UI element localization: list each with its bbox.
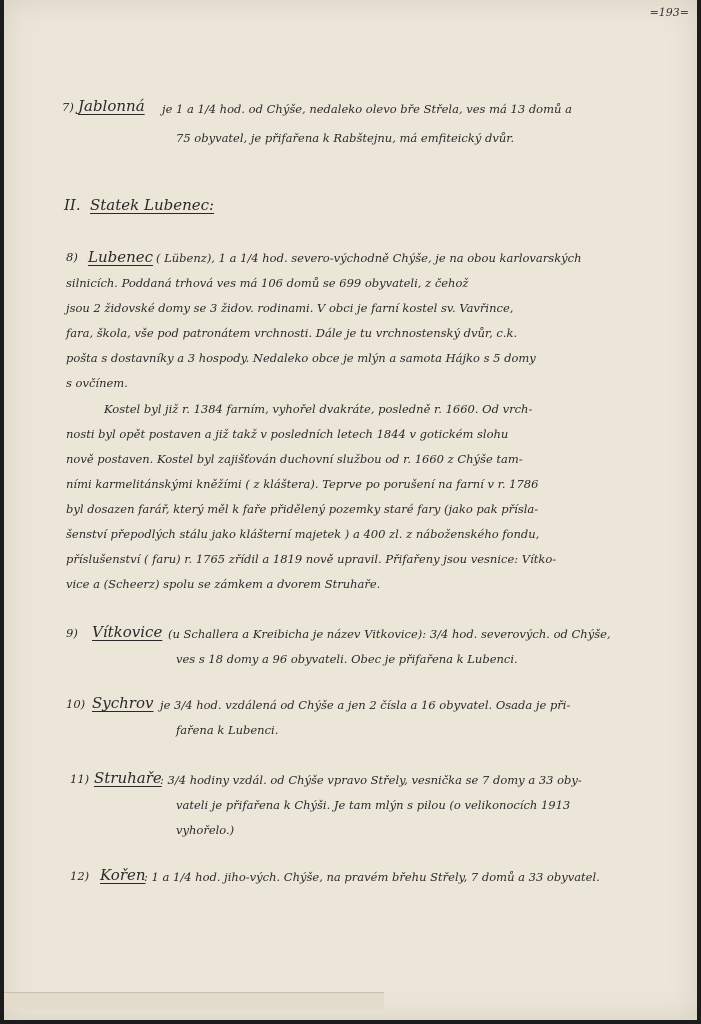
entry-11-number: 11) xyxy=(70,772,90,786)
entry-8-line: silnicích. Poddaná trhová ves má 106 domů se 699 obyvateli, z čehož xyxy=(66,276,469,290)
entry-8-line: jsou 2 židovské domy se 3 židov. rodinami. V obci je farní kostel sv. Vavřince, xyxy=(66,301,514,315)
entry-10-line: fařena k Lubenci. xyxy=(176,723,279,737)
entry-9-line: ves s 18 domy a 96 obyvateli. Obec je přifařena k Lubenci. xyxy=(176,652,518,666)
entry-8-line: nosti byl opět postaven a již takž v posledních letech 1844 v gotickém slohu xyxy=(66,427,509,441)
section-title: Statek Lubenec: xyxy=(90,196,215,214)
entry-10-line: je 3/4 hod. vzdálená od Chýše a jen 2 čísla a 16 obyvatel. Osada je při- xyxy=(160,698,571,712)
entry-11-line: vateli je přifařena k Chýši. Je tam mlýn s pilou (o velikonocích 1913 xyxy=(176,798,571,812)
entry-8-line: s ovčínem. xyxy=(66,376,128,390)
entry-12-number: 12) xyxy=(70,869,90,883)
entry-7-line: 75 obyvatel, je přifařena k Rabštejnu, má emfiteický dvůr. xyxy=(176,131,515,145)
entry-11-line: vyhořelo.) xyxy=(176,823,235,837)
entry-8-line: příslušenství ( faru) r. 1765 zřídil a 1819 nově upravil. Přifařeny jsou vesnice: Vítko- xyxy=(66,552,557,566)
section-numeral: II. xyxy=(64,196,81,214)
entry-12-line: : 1 a 1/4 hod. jiho-vých. Chýše, na pravém břehu Střely, 7 domů a 33 obyvatel. xyxy=(144,870,600,884)
entry-8-line: fara, škola, vše pod patronátem vrchnosti. Dále je tu vrchnostenský dvůr, c.k. xyxy=(66,326,518,340)
entry-8-line: vice a (Scheerz) spolu se zámkem a dvorem Struhaře. xyxy=(66,577,381,591)
entry-8-line: šenství přepodlých stálu jako klášterní majetek ) a 400 zl. z náboženského fondu, xyxy=(66,527,540,541)
page-number: =193= xyxy=(649,6,689,19)
entry-8-line: byl dosazen farář, který měl k faře přidělený pozemky staré fary (jako pak přísla- xyxy=(66,502,539,516)
entry-10-number: 10) xyxy=(66,697,86,711)
entry-12-name: Kořen xyxy=(100,866,146,884)
entry-9-line: (u Schallera a Kreibicha je název Vitkovice): 3/4 hod. severových. od Chýše, xyxy=(168,627,611,641)
entry-11-name: Struhaře xyxy=(94,769,162,787)
entry-7-number: 7) xyxy=(62,100,74,114)
entry-7-line: je 1 a 1/4 hod. od Chýše, nedaleko olevo bře Střela, ves má 13 domů a xyxy=(162,102,572,116)
entry-9-name: Vítkovice xyxy=(92,623,163,641)
entry-11-line: : 3/4 hodiny vzdál. od Chýše vpravo Střely, vesnička se 7 domy a 33 oby- xyxy=(160,773,582,787)
entry-9-number: 9) xyxy=(66,626,78,640)
document-page xyxy=(4,0,697,1020)
entry-8-number: 8) xyxy=(66,250,78,264)
entry-8-line: Kostel byl již r. 1384 farním, vyhořel dvakráte, posledně r. 1660. Od vrch- xyxy=(104,402,533,416)
entry-10-name: Sychrov xyxy=(92,694,154,712)
entry-7-name: Jablonná xyxy=(78,97,145,115)
entry-8-line: pošta s dostavníky a 3 hospody. Nedaleko obce je mlýn a samota Hájko s 5 domy xyxy=(66,351,536,365)
entry-8-line: ními karmelitánskými kněžími ( z kláštera). Teprve po porušení na farní v r. 1786 xyxy=(66,477,539,491)
entry-8-line: ( Lübenz), 1 a 1/4 hod. severo-východně Chýše, je na obou karlovarských xyxy=(156,251,582,265)
folded-paper-edge xyxy=(4,992,384,1009)
entry-8-name: Lubenec xyxy=(88,248,154,266)
entry-8-line: nově postaven. Kostel byl zajišťován duchovní službou od r. 1660 z Chýše tam- xyxy=(66,452,523,466)
